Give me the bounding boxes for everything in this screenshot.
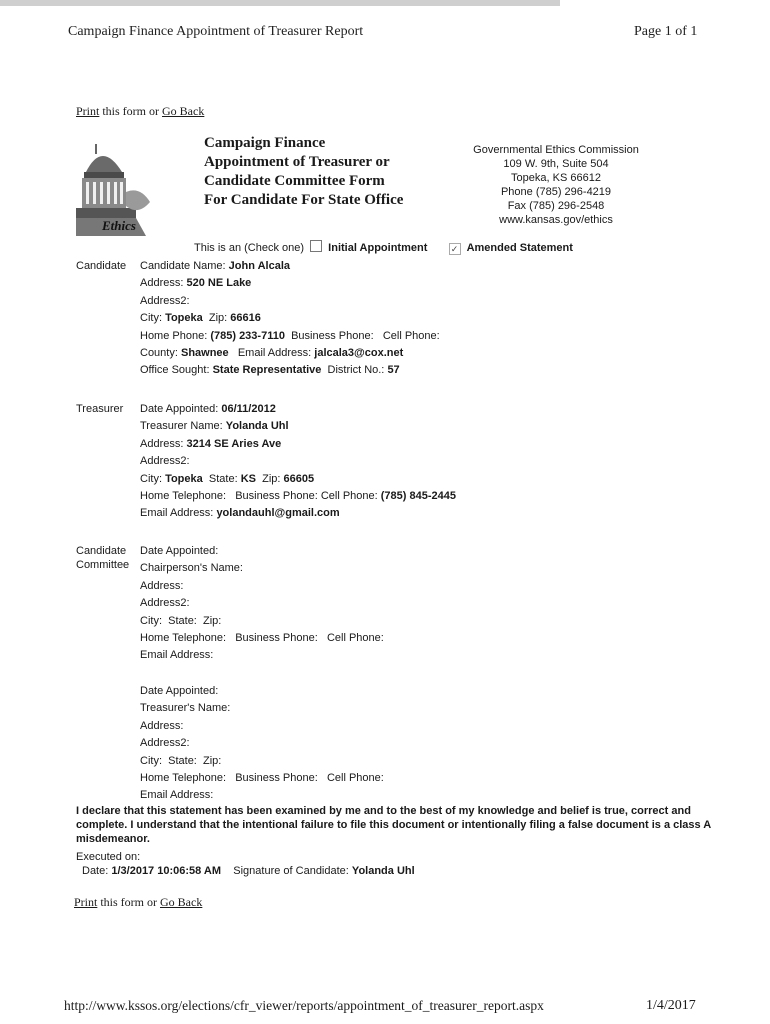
candidate-cell-phone-label: Cell Phone: [382, 329, 440, 342]
candidate-section-label: Candidate [76, 260, 127, 272]
treasurer-name-value: Yolanda Uhl [225, 420, 289, 433]
committee-treasurer-address2-label: Address2: [140, 737, 190, 750]
top-nav [76, 104, 204, 119]
agency-info [470, 143, 642, 227]
candidate-city-label: City: [140, 312, 162, 325]
treasurer-name-label: Treasurer Name: [140, 420, 223, 433]
candidate-county-value: Shawnee [180, 347, 229, 360]
committee-address-label: Address: [140, 579, 184, 592]
committee-section-label [76, 543, 138, 574]
go-back-link-bottom[interactable]: Go Back [160, 895, 203, 909]
treasurer-email-value: yolandauhl@gmail.com [216, 507, 340, 520]
logo-text: Ethics [102, 218, 136, 233]
agency-line: www.kansas.gov/ethics [499, 214, 613, 226]
committee-treasurer-state-label: State: [168, 754, 197, 767]
print-link-bottom[interactable]: Print [74, 895, 98, 909]
committee-business-phone-label: Business Phone: [235, 632, 318, 645]
treasurer-cell-phone-label: Cell Phone: [320, 490, 378, 503]
capitol-logo [76, 132, 160, 236]
committee-city-label: City: [140, 614, 162, 627]
candidate-email-label: Email Address: [237, 347, 312, 360]
treasurer-state-label: State: [208, 472, 238, 485]
treasurer-email-label: Email Address: [140, 507, 214, 520]
page-title: Campaign Finance Appointment of Treasurer Report [68, 24, 364, 39]
treasurer-address-label: Address: [140, 437, 184, 450]
agency-line: Topeka, KS 66612 [511, 172, 601, 184]
agency-line: Phone (785) 296-4219 [500, 186, 612, 198]
treasurer-cell-phone-value: (785) 845-2445 [380, 490, 456, 503]
agency-line: Governmental Ethics Commission [473, 144, 639, 156]
amended-statement-checkbox[interactable]: ✓ [449, 243, 461, 255]
committee-treasurer-cell-phone-label: Cell Phone: [326, 772, 384, 785]
candidate-address2-label: Address2: [140, 294, 190, 307]
candidate-office-label: Office Sought: [140, 364, 210, 377]
amended-statement-label: Amended Statement [466, 242, 573, 254]
nav-separator-text-bottom: this form or [100, 895, 158, 909]
form-title-line: Campaign Finance [204, 135, 326, 151]
treasurer-state-value: KS [240, 472, 256, 485]
treasurer-zip-value: 66605 [283, 472, 315, 485]
executed-label: Executed on: [76, 851, 141, 863]
candidate-business-phone-label: Business Phone: [291, 329, 374, 342]
form-title [204, 134, 454, 210]
execution-row [82, 863, 415, 881]
scan-top-edge [0, 0, 560, 6]
candidate-name-value: John Alcala [228, 260, 291, 272]
candidate-section [140, 258, 440, 380]
committee-treasurer-date-label: Date Appointed: [140, 685, 219, 697]
candidate-home-phone-value: (785) 233-7110 [210, 329, 285, 342]
check-prompt: This is an (Check one) [194, 242, 305, 254]
treasurer-address2-label: Address2: [140, 455, 190, 468]
footer-date: 1/4/2017 [646, 998, 696, 1013]
declaration-text: I declare that this statement has been examined by me and to the best of my knowledge and belief is true, correct and complete. I understand that the intentional failure to file this document or intentionally filing a false document is a class A misdemeanor. [76, 805, 711, 845]
committee-treasurer-email-label: Email Address: [140, 789, 214, 802]
candidate-city-value: Topeka [165, 312, 203, 325]
candidate-name-label: Candidate Name: [140, 260, 226, 272]
candidate-county-label: County: [140, 347, 178, 360]
initial-appointment-label: Initial Appointment [328, 242, 428, 254]
committee-chair-label: Chairperson's Name: [140, 562, 243, 575]
agency-line: Fax (785) 296-2548 [507, 200, 605, 212]
statement-type-row [194, 240, 573, 258]
candidate-address-label: Address: [140, 277, 184, 290]
treasurer-zip-label: Zip: [262, 472, 281, 485]
candidate-zip-value: 66616 [230, 312, 261, 325]
treasurer-business-phone-label: Business Phone: [235, 490, 318, 503]
treasurer-home-phone-label: Home Telephone: [140, 490, 227, 503]
form-title-line: Appointment of Treasurer or [204, 154, 390, 170]
candidate-zip-label: Zip: [208, 312, 228, 325]
footer-url: http://www.kssos.org/elections/cfr_viewer/reports/appointment_of_treasurer_report.aspx [64, 998, 544, 1013]
committee-treasurer-section [140, 683, 384, 805]
committee-cell-phone-label: Cell Phone: [326, 632, 384, 645]
committee-label-line: Candidate [76, 545, 127, 557]
committee-treasurer-home-phone-label: Home Telephone: [140, 772, 227, 785]
committee-address2-label: Address2: [140, 597, 190, 610]
committee-date-label: Date Appointed: [140, 545, 219, 557]
candidate-district-value: 57 [387, 364, 400, 377]
committee-treasurer-business-phone-label: Business Phone: [235, 772, 318, 785]
committee-treasurer-name-label: Treasurer's Name: [140, 702, 231, 715]
candidate-home-phone-label: Home Phone: [140, 329, 208, 342]
committee-home-phone-label: Home Telephone: [140, 632, 227, 645]
treasurer-city-label: City: [140, 472, 162, 485]
treasurer-city-value: Topeka [165, 472, 203, 485]
committee-treasurer-address-label: Address: [140, 719, 184, 732]
treasurer-date-label: Date Appointed: [140, 403, 219, 415]
committee-chair-section [140, 543, 384, 665]
signature-label: Signature of Candidate: [233, 865, 349, 877]
committee-state-label: State: [168, 614, 197, 627]
candidate-office-value: State Representative [212, 364, 322, 377]
candidate-district-label: District No.: [327, 364, 385, 377]
page-number: Page 1 of 1 [634, 24, 698, 39]
committee-treasurer-zip-label: Zip: [203, 754, 222, 767]
print-link[interactable]: Print [76, 104, 100, 118]
go-back-link[interactable]: Go Back [162, 104, 205, 118]
nav-separator-text: this form or [102, 104, 160, 118]
execution-date-label: Date: [82, 865, 109, 877]
committee-zip-label: Zip: [203, 614, 222, 627]
treasurer-address-value: 3214 SE Aries Ave [186, 437, 282, 450]
treasurer-date-value: 06/11/2012 [221, 403, 276, 415]
agency-line: 109 W. 9th, Suite 504 [503, 158, 609, 170]
committee-label-line: Committee [76, 558, 130, 571]
committee-email-label: Email Address: [140, 649, 214, 662]
treasurer-section-label: Treasurer [76, 403, 124, 415]
committee-treasurer-city-label: City: [140, 754, 162, 767]
candidate-address-value: 520 NE Lake [186, 277, 252, 290]
initial-appointment-checkbox[interactable] [310, 240, 322, 252]
form-title-line: For Candidate For State Office [204, 192, 404, 208]
execution-date-value: 1/3/2017 10:06:58 AM [111, 865, 222, 877]
form-title-line: Candidate Committee Form [204, 173, 385, 189]
signature-value: Yolanda Uhl [351, 865, 415, 877]
candidate-email-value: jalcala3@cox.net [314, 347, 404, 360]
bottom-nav [74, 895, 202, 910]
treasurer-section [140, 401, 456, 523]
